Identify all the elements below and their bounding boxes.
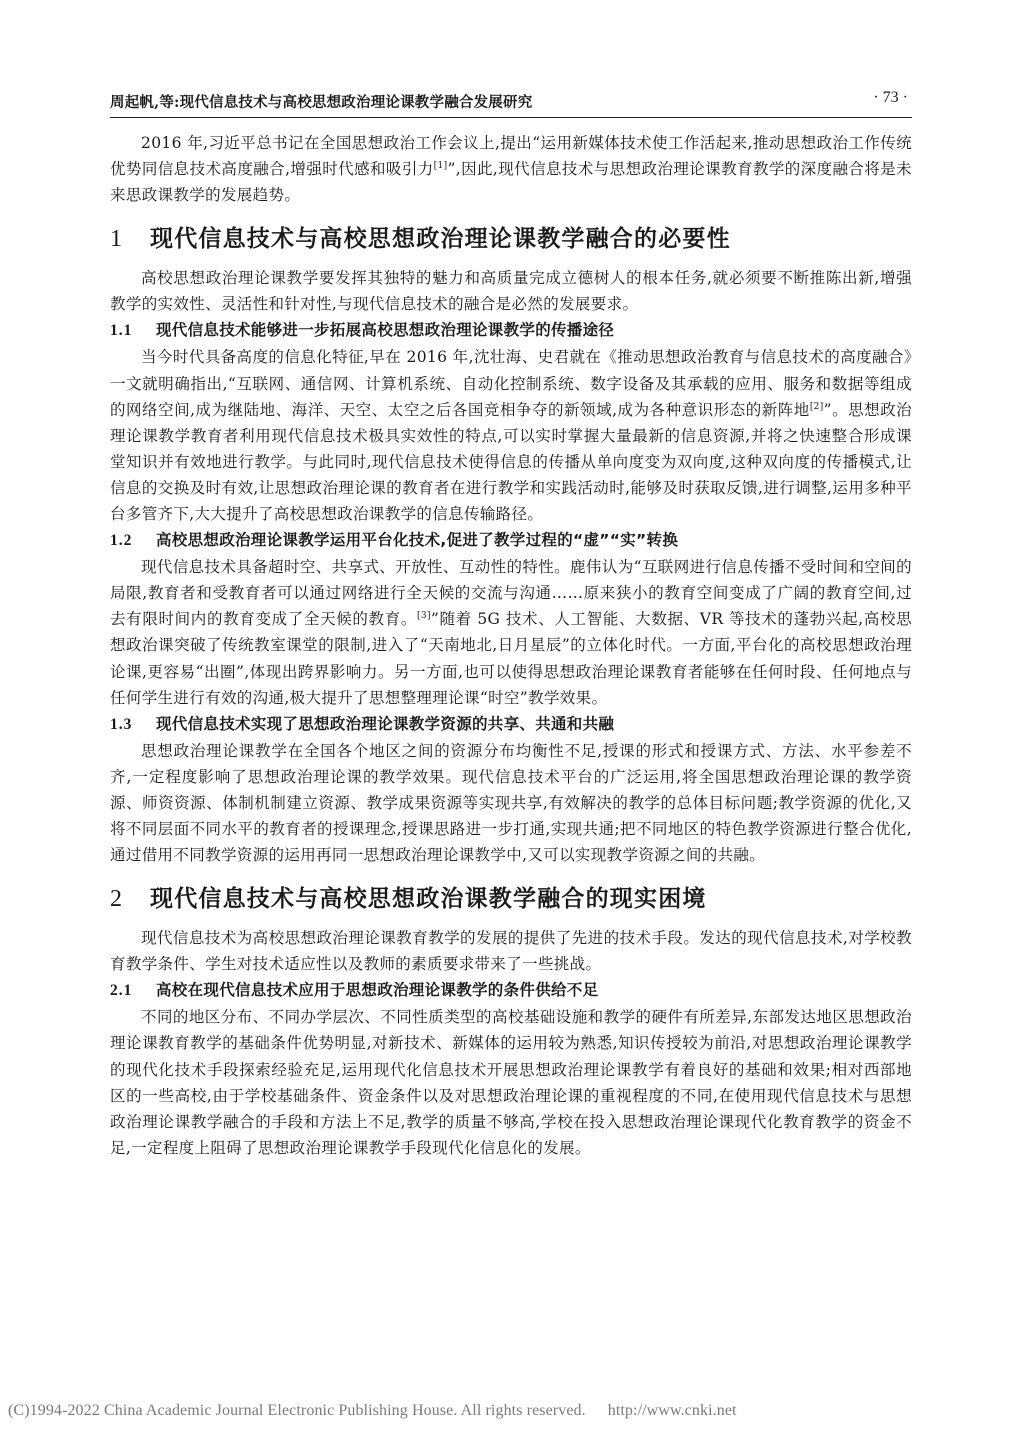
subsection-heading-2-1 — [110, 977, 912, 1004]
section-1-intro: 高校思想政治理论课教学要发挥其独特的魅力和高质量完成立德树人的根本任务,就必须要不断推陈出新,增强教学的实效性、灵活性和针对性,与现代信息技术的融合是必然的发展要求。 — [110, 269, 912, 314]
paragraph-1-2: 现代信息技术具备超时空、共享式、开放性、互动性的特性。鹿伟认为“互联网进行信息传播不受时间和空间的局限,教育者和受教育者可以通过网络进行全天候的交流与沟通……原来狭小的教育空间变成了广阔的教育空间,过去有限时间内的教育变成了全天候的教育。[3]”随着 5G 技术、人工智能、大数据、VR 等技术的蓬勃兴起,高校思想政治课突破了传统教室课堂的限制,进入了“天南地北,日月星辰”的立体化时代。一方面,平台化的高校思想政治理论课,更容易“出圈”,体现出跨界影响力。另一方面,也可以使得思想政治理论课教育者能够在任何时段、任何地点与任何学生进行有效的沟通,极大提升了思想整理理论课“时空”教学效果。 — [110, 558, 912, 707]
copyright-notice: (C)1994-2022 China Academic Journal Electronic Publishing House. All rights reserved. — [8, 1402, 586, 1419]
subsection-heading-1-3 — [110, 711, 912, 738]
citation-link[interactable]: [1] — [433, 161, 448, 172]
section-heading-2 — [110, 882, 912, 916]
citation-link[interactable]: [3] — [417, 611, 431, 622]
paragraph-2-1: 不同的地区分布、不同办学层次、不同性质类型的高校基础设施和教学的硬件有所差异,东部发达地区思想政治理论课教育教学的基础条件优势明显,对新技术、新媒体的运用较为熟悉,知识传授较为前沿,对思想政治理论课教学的现代化技术手段探索经验充足,运用现代化信息技术开展思想政治理论课教学有着良好的基础和效果;相对西部地区的一些高校,由于学校基础条件、资金条件以及对思想政治理论课的重视程度的不同,在使用现代信息技术与思想政治理论课教学融合的手段和方法上不足,教学的质量不够高,学校在投入思想政治理论课现代化教育教学的资金不足,一定程度上阻碍了思想政治理论课教学手段现代化信息化的发展。 — [110, 1008, 912, 1157]
section-number: 1 — [110, 226, 124, 253]
section-number: 2 — [110, 886, 124, 913]
section-2-intro: 现代信息技术为高校思想政治理论课教育教学的发展的提供了先进的技术手段。发达的现代信息技术,对学校教育教学条件、学生对技术适应性以及教师的素质要求带来了一些挑战。 — [110, 929, 912, 974]
subsection-number: 1.2 — [110, 532, 133, 550]
article-body — [110, 130, 912, 1161]
subsection-title: 高校思想政治理论课教学运用平台化技术,促进了教学过程的“虚”“实”转换 — [156, 531, 679, 550]
citation-link[interactable]: [2] — [809, 401, 824, 412]
cnki-link[interactable]: http://www.cnki.net — [607, 1402, 737, 1419]
subsection-heading-1-2 — [110, 527, 912, 554]
subsection-heading-1-1 — [110, 317, 912, 344]
copyright-footer — [8, 1402, 737, 1420]
subsection-number: 2.1 — [110, 982, 133, 1000]
section-title: 现代信息技术与高校思想政治课教学融合的现实困境 — [150, 886, 707, 913]
subsection-title: 现代信息技术能够进一步拓展高校思想政治理论课教学的传播途径 — [156, 321, 615, 340]
subsection-title: 高校在现代信息技术应用于思想政治理论课教学的条件供给不足 — [156, 981, 599, 1000]
subsection-number: 1.3 — [110, 715, 133, 733]
paragraph-1-1: 当今时代具备高度的信息化特征,早在 2016 年,沈壮海、史君就在《推动思想政治教育与信息技术的高度融合》一文就明确指出,“互联网、通信网、计算机系统、自动化控制系统、数字设备及其承载的应用、服务和数据等组成的网络空间,成为继陆地、海洋、天空、太空之后各国竞相争夺的新领域,成为各种意识形态的新阵地[2]”。思想政治理论课教学教育者利用现代信息技术极具实效性的特点,可以实时掌握大量最新的信息资源,并将之快速整合形成课堂知识并有效地进行教学。与此同时,现代信息技术使得信息的传播从单向度变为双向度,这种双向度的传播模式,让信息的交换及时有效,让思想政治理论课的教育者在进行教学和实践活动时,能够及时获取反馈,进行调整,运用多种平台多管齐下,大大提升了高校思想政治课教学的信息传输路径。 — [110, 348, 913, 524]
paragraph-1-3: 思想政治理论课教学在全国各个地区之间的资源分布均衡性不足,授课的形式和授课方式、方法、水平参差不齐,一定程度影响了思想政治理论课的教学效果。现代信息技术平台的广泛运用,将全国思想政治理论课的教学资源、师资资源、体制机制建立资源、教学成果资源等实现共享,有效解决的教学的总体目标问题;教学资源的优化,又将不同层面不同水平的教育者的授课理念,授课思路进一步打通,实现共通;把不同地区的特色教学资源进行整合优化,通过借用不同教学资源的运用再同一思想政治理论课教学中,又可以实现教学资源之间的共融。 — [110, 741, 912, 865]
running-title: 周起帆,等:现代信息技术与高校思想政治理论课教学融合发展研究 — [110, 94, 533, 111]
subsection-number: 1.1 — [110, 322, 133, 340]
intro-paragraph: 2016 年,习近平总书记在全国思想政治工作会议上,提出“运用新媒体技术使工作活起来,推动思想政治工作传统优势同信息技术高度融合,增强时代感和吸引力[1]”,因此,现代信息技术与思想政治理论课教育教学的深度融合将是未来思政课教学的发展趋势。 — [110, 134, 912, 205]
subsection-title: 现代信息技术实现了思想政治理论课教学资源的共享、共通和共融 — [156, 714, 615, 733]
running-header — [110, 88, 912, 118]
section-heading-1 — [110, 222, 912, 256]
page-number: · 73 · — [873, 89, 908, 106]
section-title: 现代信息技术与高校思想政治理论课教学融合的必要性 — [150, 226, 731, 253]
